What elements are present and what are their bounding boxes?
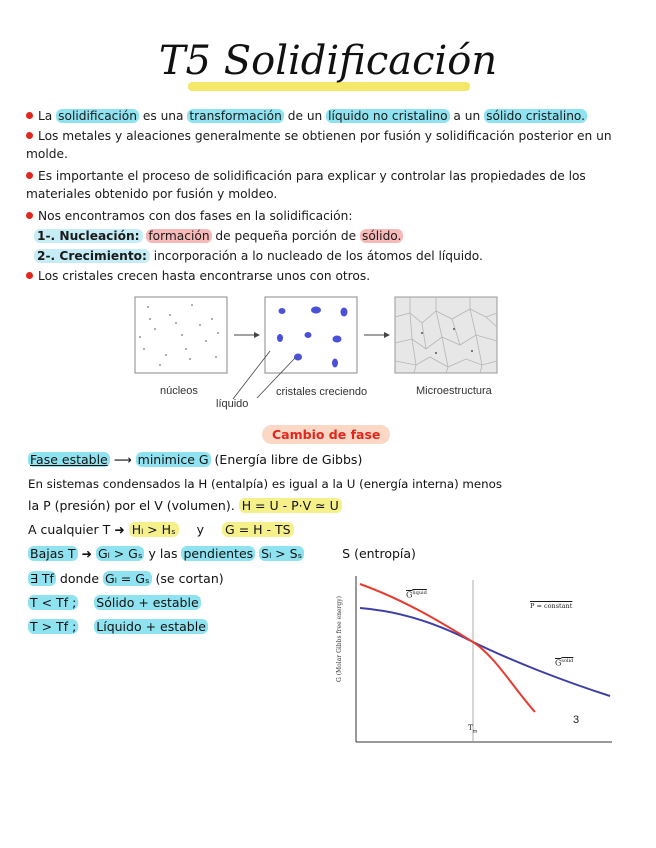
solidification-figure xyxy=(130,293,520,411)
formula-g: G = H - TS xyxy=(222,522,294,537)
note-line-1: Fase estable ⟶ minimice G (Energía libre de Gibbs) xyxy=(30,452,363,467)
arrow-right-icon: ⟶ xyxy=(113,452,132,467)
bajas-t: Bajas T xyxy=(30,546,76,561)
bullet-4: Nos encontramos con dos fases en la solidificación: xyxy=(26,207,630,225)
minimice-g: minimice G xyxy=(137,452,209,467)
solido-estable: Sólido + estable xyxy=(96,595,199,610)
note-line-7 xyxy=(28,595,201,610)
bullet-dot-icon xyxy=(26,272,33,279)
formula-gl-gs: Gₗ > Gₛ xyxy=(97,546,143,561)
formula-gl-eq-gs: Gₗ = Gₛ xyxy=(105,571,150,586)
highlight-solido: sólido cristalino. xyxy=(486,109,586,123)
bullet-dot-icon xyxy=(26,172,33,179)
bullet-dot-icon xyxy=(26,212,33,219)
note-line-3: la P (presión) por el V (volumen). H = U - P·V ≃ U xyxy=(28,498,342,513)
formula-hl-hs: Hₗ > Hₛ xyxy=(129,522,179,537)
bullet-dot-icon xyxy=(26,112,33,119)
arrow-right-icon: ➜ xyxy=(81,546,92,561)
formula-h: H = U - P·V ≃ U xyxy=(239,498,342,513)
bullet-dot-icon xyxy=(26,132,33,139)
highlight-liquido: líquido no cristalino xyxy=(328,109,448,123)
pointer-line-liquid xyxy=(233,351,270,399)
page-number: 3 xyxy=(573,714,580,726)
caption-nucleos: núcleos xyxy=(160,385,198,397)
nuclei-box xyxy=(135,297,227,373)
highlight-formacion: formación xyxy=(148,229,210,243)
label-g-liquid: $G^{liquid}$ xyxy=(406,590,427,600)
gibbs-graph xyxy=(330,572,620,748)
pendientes: pendientes xyxy=(183,546,254,561)
highlight-solidificacion: solidificación xyxy=(58,109,137,123)
caption-liquido: líquido xyxy=(216,398,249,410)
y-axis-label: G (Molar Gibbs free energy) xyxy=(336,596,343,682)
bullet-5: Los cristales crecen hasta encontrarse unos con otros. xyxy=(26,267,630,285)
liquid-curve xyxy=(360,584,535,712)
highlight-solido-2: sólido. xyxy=(361,229,402,243)
note-line-2: En sistemas condensados la H (entalpía) es igual a la U (energía interna) menos xyxy=(28,477,503,491)
label-p-constant: P = constant xyxy=(530,602,573,610)
note-line-4: A cualquier T ➜ Hₗ > Hₛ y G = H - TS xyxy=(28,522,294,537)
phase-nucleacion: 1-. Nucleación: formación de pequeña porción de sólido. xyxy=(34,227,638,245)
bullet-2: Los metales y aleaciones generalmente se obtienen por fusión y solidificación posterior en un molde. xyxy=(26,129,612,161)
caption-cristales: cristales creciendo xyxy=(276,386,368,398)
formula-sl-ss: Sₗ > Sₛ xyxy=(261,546,303,561)
fase-estable: Fase estable xyxy=(30,452,108,467)
page-title: T5 Solidificación xyxy=(158,38,498,84)
liquido-estable: Líquido + estable xyxy=(96,619,206,634)
bullet-3: Es importante el proceso de solidificación para explicar y controlar las propiedades de los materiales obtenido por fusión y moldeo. xyxy=(26,169,586,201)
t-less-tf: T < Tf ; xyxy=(30,595,77,610)
label-tm: $T_m$ xyxy=(468,724,478,735)
caption-microestructura: Microestructura xyxy=(416,385,492,397)
t-greater-tf: T > Tf ; xyxy=(30,619,77,634)
note-line-5: Bajas T ➜ Gₗ > Gₛ y las pendientes Sₗ > Sₛ S (entropía) xyxy=(30,546,416,561)
highlight-transformacion: transformación xyxy=(189,109,282,123)
crecimiento-label: 2-. Crecimiento: xyxy=(34,249,150,263)
label-g-solid: $G^{solid}$ xyxy=(555,658,574,668)
nucleacion-label: 1-. Nucleación: xyxy=(34,229,143,243)
note-line-6: ∃ Tf donde Gₗ = Gₛ (se cortan) xyxy=(30,571,224,586)
note-line-8 xyxy=(28,619,208,634)
arrow-right-icon: ➜ xyxy=(114,522,125,537)
phase-crecimiento: 2-. Crecimiento: incorporación a lo nucleado de los átomos del líquido. xyxy=(34,247,638,265)
bullet-1: La solidificación es una transformación de un líquido no cristalino a un sólido cristalino. xyxy=(26,107,630,125)
section-title: Cambio de fase xyxy=(262,425,390,444)
exists-tf: ∃ Tf xyxy=(30,571,54,586)
